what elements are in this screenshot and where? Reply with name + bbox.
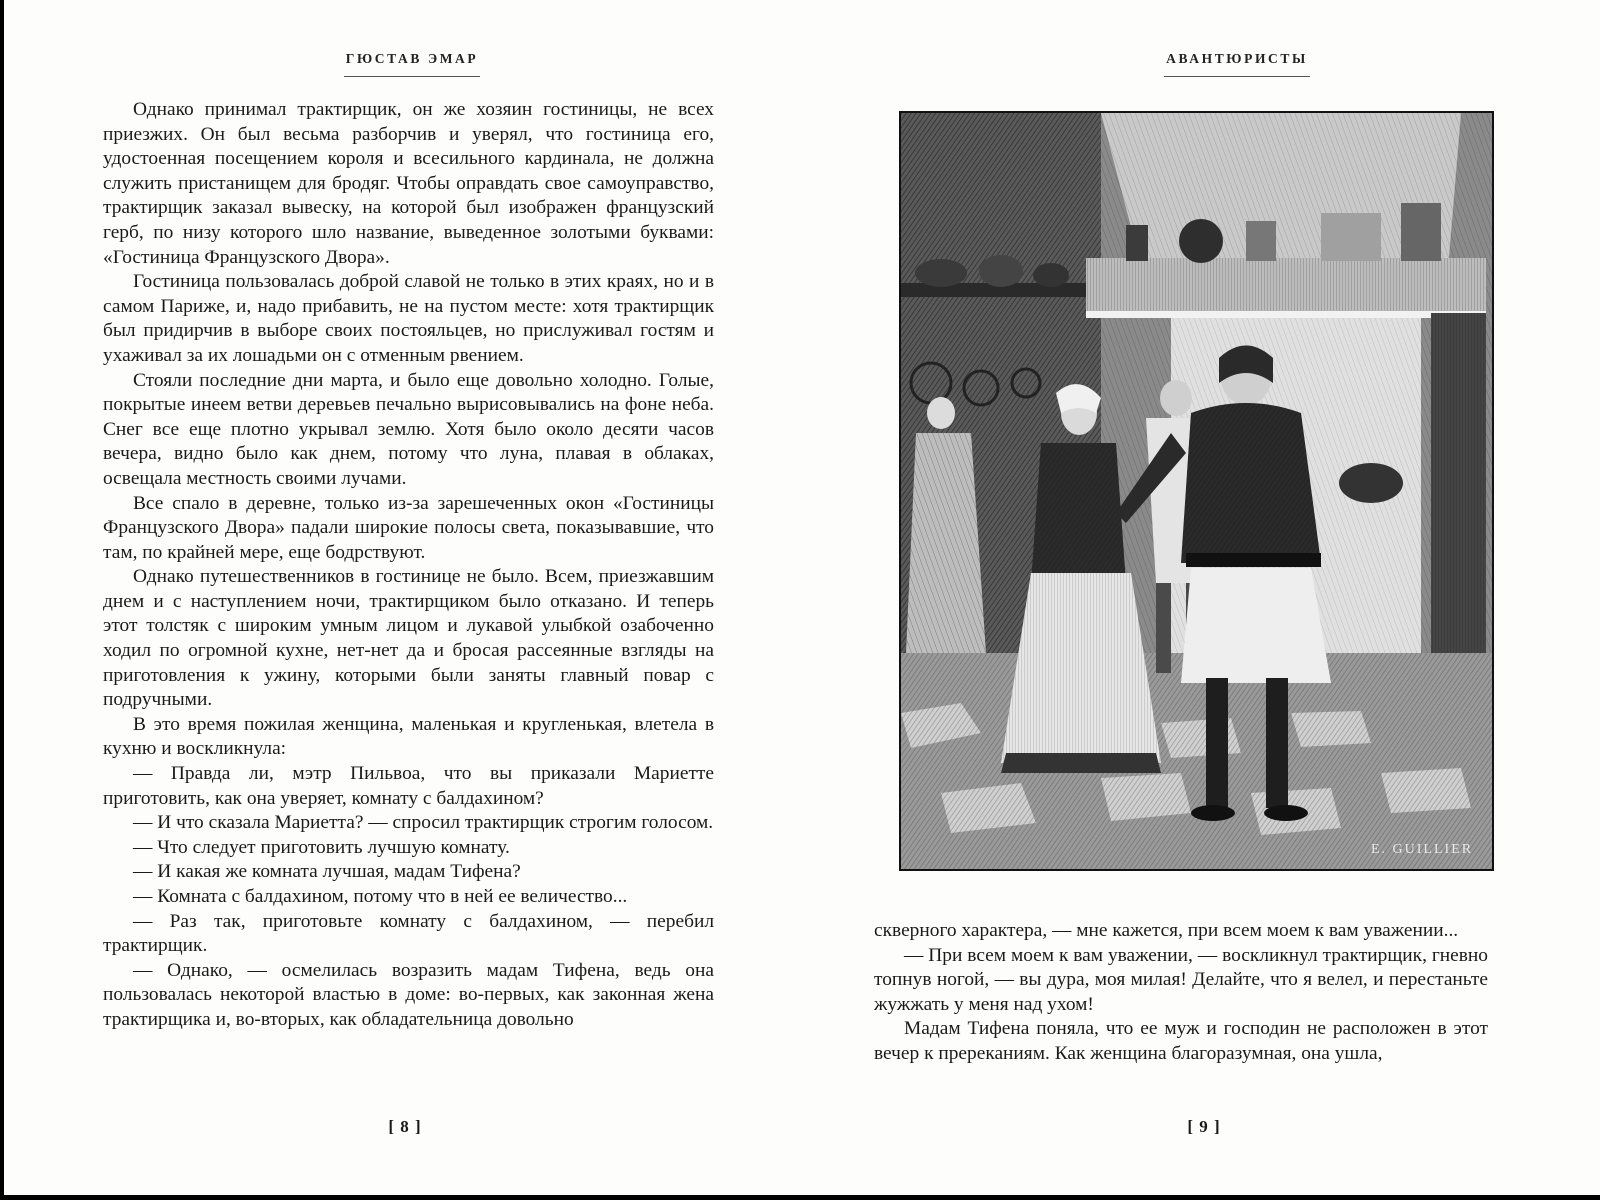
dialogue-line: — Раз так, приготовьте комнату с балдахином, — перебил трактирщик. [103,910,714,957]
dialogue-line: — Что следует приготовить лучшую комнату. [133,836,510,858]
dialogue-line: — И какая же комната лучшая, мадам Тифена? [133,861,521,883]
running-head-author [308,51,516,81]
paragraph: Однако принимал трактирщик, он же хозяин гостиницы, не всех приезжих. Он был весьма разборчив и уверял, что гостиница его, удостоенная посещением короля и всесильного кардинала, не должна служить пристанищем для бродяг. Чтобы оправдать свое самоуправство, трактирщик заказал вывеску, на которой был изображен французский герб, по низу которого шло название, выведенное золотыми буквами: «Гостиница Французского Двора». [103,99,714,268]
paragraph: В это время пожилая женщина, маленькая и кругленькая, влетела в кухню и воскликнула: [103,713,714,760]
paragraph: Стояли последние дни марта, и было еще довольно холодно. Голые, покрытые инеем ветви деревьев печально вырисовывались на фоне неба. Снег все еще плотно укрывал землю. Хотя было около десяти часов вечера, видно было как днем, потому что луна, плавая в облаках, освещала местность своими лучами. [103,369,714,489]
engraving-illustration [899,111,1494,871]
paragraph: Все спало в деревне, только из-за зарешеченных окон «Гостиницы Французского Двора» падали широкие полосы света, показывавшие, что там, по крайней мере, еще бодрствуют. [103,492,714,563]
running-head-author-text: ГЮСТАВ ЭМАР [344,51,481,77]
paragraph-continued: скверного характера, — мне кажется, при всем моем к вам уважении... [874,920,1459,941]
left-page-text [103,98,714,1033]
page-number-right: [ 9 ] [1187,1117,1221,1136]
engraver-signature: E. GUILLIER [1371,842,1474,857]
running-head-title-text: АВАНТЮРИСТЫ [1164,51,1310,77]
dialogue-line: — Однако, — осмелилась возразить мадам Тифена, ведь она пользовалась некоторой властью в доме: во-первых, как законная жена трактирщика и, во-вторых, как обладательница довольно [103,959,714,1030]
paragraph: Гостиница пользовалась доброй славой не только в этих краях, но и в самом Париже, и, надо прибавить, не на пустом месте: хотя трактирщик был придирчив в выборе своих постояльцев, но прислуживал гостям и ухаживал за их лошадьми он с отменным рвением. [103,271,714,366]
left-page [8,0,804,1195]
right-page [804,0,1600,1195]
dialogue-line: — И что сказала Мариетта? — спросил трактирщик строгим голосом. [133,812,714,834]
running-head-title [1119,51,1355,81]
paragraph: Мадам Тифена поняла, что ее муж и господин не расположен в этот вечер к пререканиям. Как женщина благоразумная, она ушла, [874,1018,1488,1064]
right-page-text [874,919,1488,1067]
dialogue-line: — Комната с балдахином, потому что в ней ее величество... [133,886,628,907]
paragraph: Однако путешественников в гостинице не было. Всем, приезжавшим днем и с наступлением ночи, трактирщиком было отказано. И теперь этот толстяк с широким умным лицом и лукавой улыбкой озабоченно ходил по огромной кухне, нет-нет да и бросая рассеянные взгляды на приготовления к ужину, которыми были заняты главный повар с подручными. [103,566,714,711]
kitchen-scene-engraving [901,113,1492,869]
page-number-left: [ 8 ] [388,1117,422,1136]
dialogue-line: — Правда ли, мэтр Пильвоа, что вы приказали Мариетте приготовить, как она уверяет, комнату с балдахином? [103,763,714,809]
dialogue-line: — При всем моем к вам уважении, — воскликнул трактирщик, гневно топнув ногой, — вы дура, моя милая! Делайте, что я велел, и перестаньте жужжать у меня над ухом! [874,944,1488,1015]
